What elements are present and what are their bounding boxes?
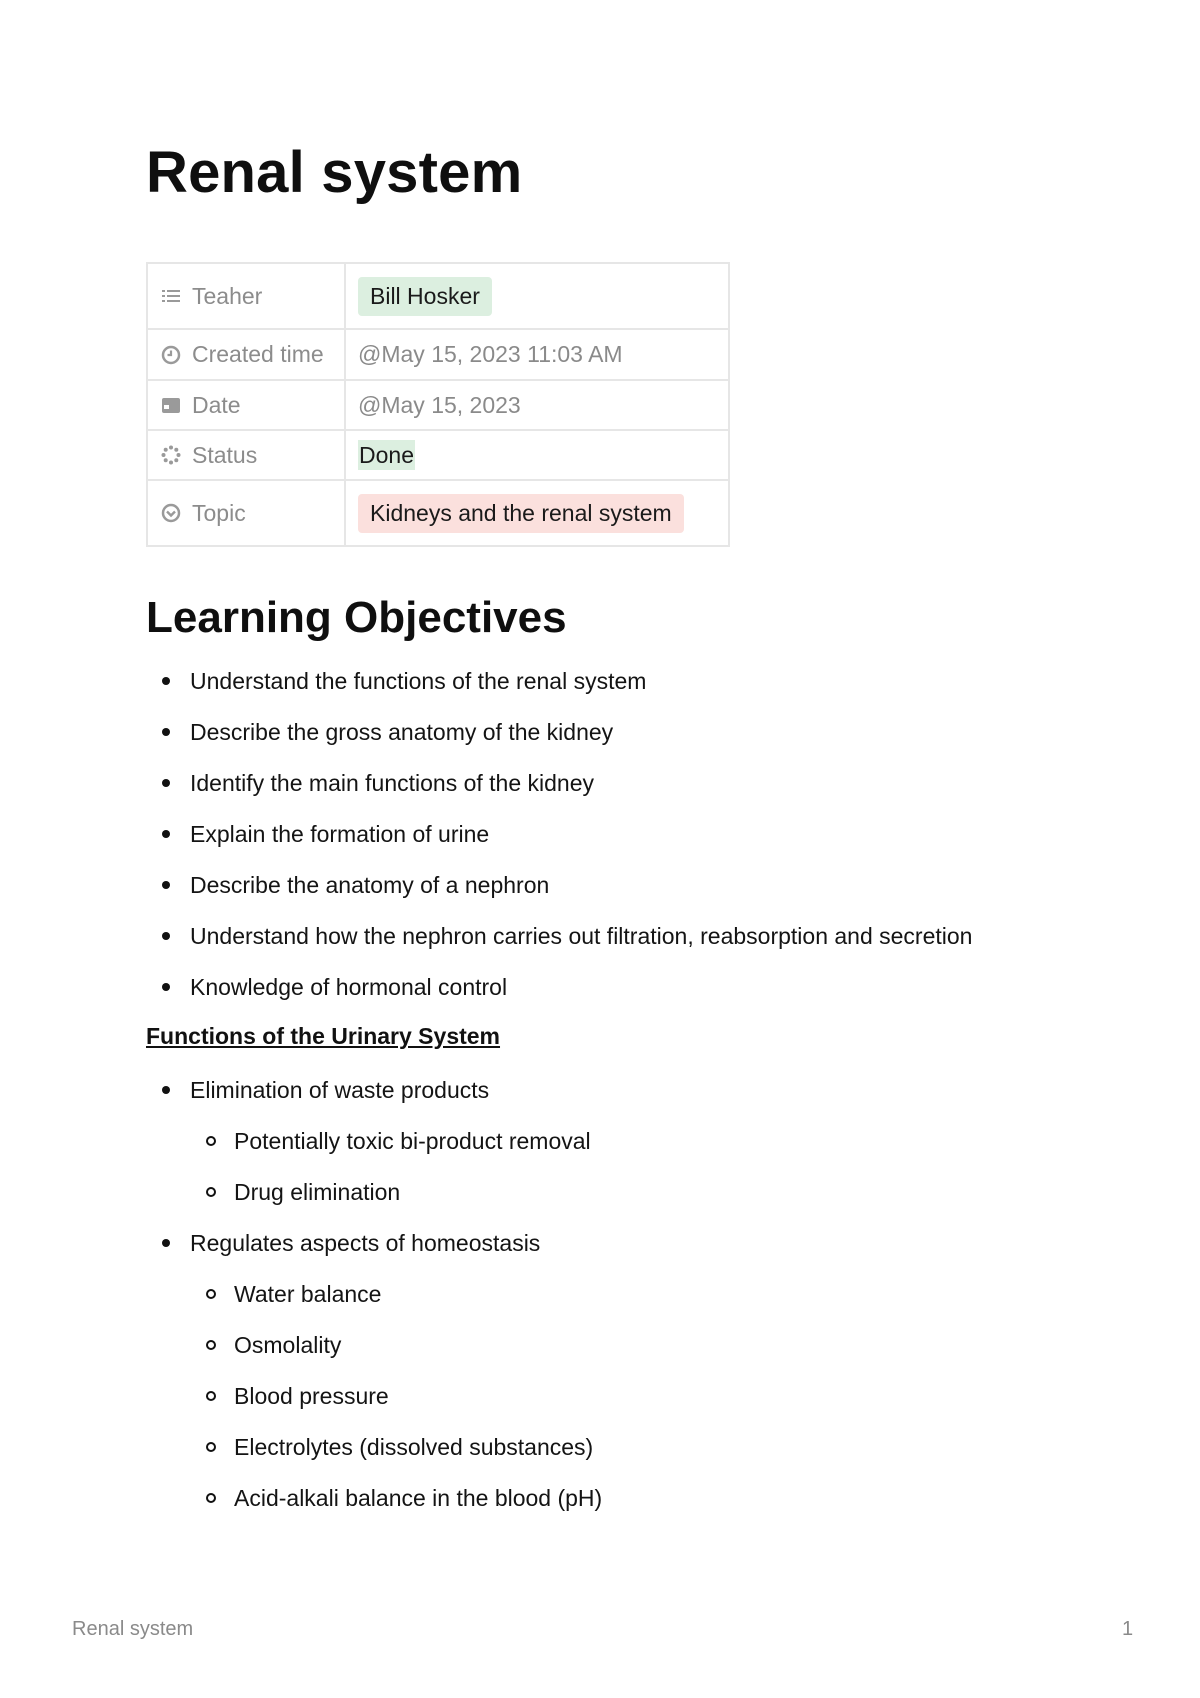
bullet-dot	[162, 932, 170, 940]
list-item	[146, 821, 972, 872]
sub-list-item	[146, 1281, 602, 1332]
list-item	[146, 1077, 602, 1128]
sub-list-item	[146, 1179, 602, 1230]
list-item-text: Drug elimination	[234, 1179, 401, 1205]
page-title: Renal system	[146, 140, 523, 205]
list-item	[146, 1230, 602, 1281]
list-item-text: Potentially toxic bi-product removal	[234, 1128, 591, 1154]
list-item-text: Knowledge of hormonal control	[190, 974, 508, 1000]
property-key-cell	[147, 430, 345, 480]
list-item	[146, 719, 972, 770]
topic-tag[interactable]: Kidneys and the renal system	[358, 494, 684, 533]
sub-list-item	[146, 1332, 602, 1383]
list-item-text: Acid-alkali balance in the blood (pH)	[234, 1485, 603, 1511]
property-row-topic	[147, 480, 729, 546]
property-key-cell	[147, 263, 345, 329]
bullet-dot	[162, 1239, 170, 1247]
property-key-label: Created time	[192, 341, 324, 367]
sub-list-item	[146, 1128, 602, 1179]
list-item	[146, 974, 972, 1025]
property-value-cell	[345, 430, 729, 480]
status-badge[interactable]: Done	[359, 441, 414, 468]
bullet-circle	[206, 1187, 216, 1197]
functions-list	[146, 1077, 602, 1536]
property-key-label: Status	[192, 441, 258, 468]
bullet-circle	[206, 1289, 216, 1299]
list-item-text: Understand the functions of the renal system	[190, 668, 647, 694]
created-time-value: @May 15, 2023 11:03 AM	[345, 329, 729, 380]
list-item-text: Describe the anatomy of a nephron	[190, 872, 550, 898]
list-item-text: Elimination of waste products	[190, 1077, 490, 1103]
list-item-text: Describe the gross anatomy of the kidney	[190, 719, 614, 745]
calendar-icon	[160, 394, 182, 416]
bullet-dot	[162, 830, 170, 838]
list-item	[146, 668, 972, 719]
property-key-cell	[147, 380, 345, 430]
list-item-text: Identify the main functions of the kidney	[190, 770, 595, 796]
property-key-label: Topic	[192, 499, 246, 526]
list-item-text: Electrolytes (dissolved substances)	[234, 1434, 594, 1460]
sub-list-item	[146, 1434, 602, 1485]
bullet-dot	[162, 779, 170, 787]
bullet-dot	[162, 1086, 170, 1094]
property-row-teacher	[147, 263, 729, 329]
property-row-date	[147, 380, 729, 430]
page-number: 1	[1122, 1618, 1134, 1640]
property-row-status	[147, 430, 729, 480]
list-item-text: Understand how the nephron carries out filtration, reabsorption and secretion	[190, 923, 973, 949]
list-item-text: Blood pressure	[234, 1383, 389, 1409]
list-item-text: Water balance	[234, 1281, 382, 1307]
clock-icon	[160, 344, 182, 366]
list-item	[146, 872, 972, 923]
list-item-text: Explain the formation of urine	[190, 821, 490, 847]
bullet-circle	[206, 1136, 216, 1146]
date-value: @May 15, 2023	[345, 380, 729, 430]
bullet-circle	[206, 1340, 216, 1350]
list-item-text: Regulates aspects of homeostasis	[190, 1230, 541, 1256]
sub-list-item	[146, 1383, 602, 1434]
bullet-dot	[162, 983, 170, 991]
learning-objectives-heading: Learning Objectives	[146, 593, 567, 642]
list-item	[146, 923, 972, 974]
functions-heading: Functions of the Urinary System	[146, 1023, 501, 1049]
property-value-cell	[345, 480, 729, 546]
property-value-cell	[345, 263, 729, 329]
teacher-tag[interactable]: Bill Hosker	[358, 277, 492, 316]
footer-title: Renal system	[72, 1618, 194, 1640]
property-row-created-time	[147, 329, 729, 380]
list-item	[146, 770, 972, 821]
bullet-dot	[162, 728, 170, 736]
list-icon	[160, 285, 182, 307]
bullet-circle	[206, 1442, 216, 1452]
property-key-cell	[147, 480, 345, 546]
bullet-circle	[206, 1493, 216, 1503]
sub-list-item	[146, 1485, 602, 1536]
properties-table	[146, 262, 730, 547]
list-item-text: Osmolality	[234, 1332, 342, 1358]
bullet-dot	[162, 881, 170, 889]
bullet-circle	[206, 1391, 216, 1401]
loading-icon	[160, 444, 182, 466]
property-key-cell	[147, 329, 345, 380]
learning-objectives-list	[146, 668, 972, 1025]
bullet-dot	[162, 677, 170, 685]
property-key-label: Teaher	[192, 282, 263, 309]
property-key-label: Date	[192, 391, 241, 418]
chevron-circle-icon	[160, 502, 182, 524]
